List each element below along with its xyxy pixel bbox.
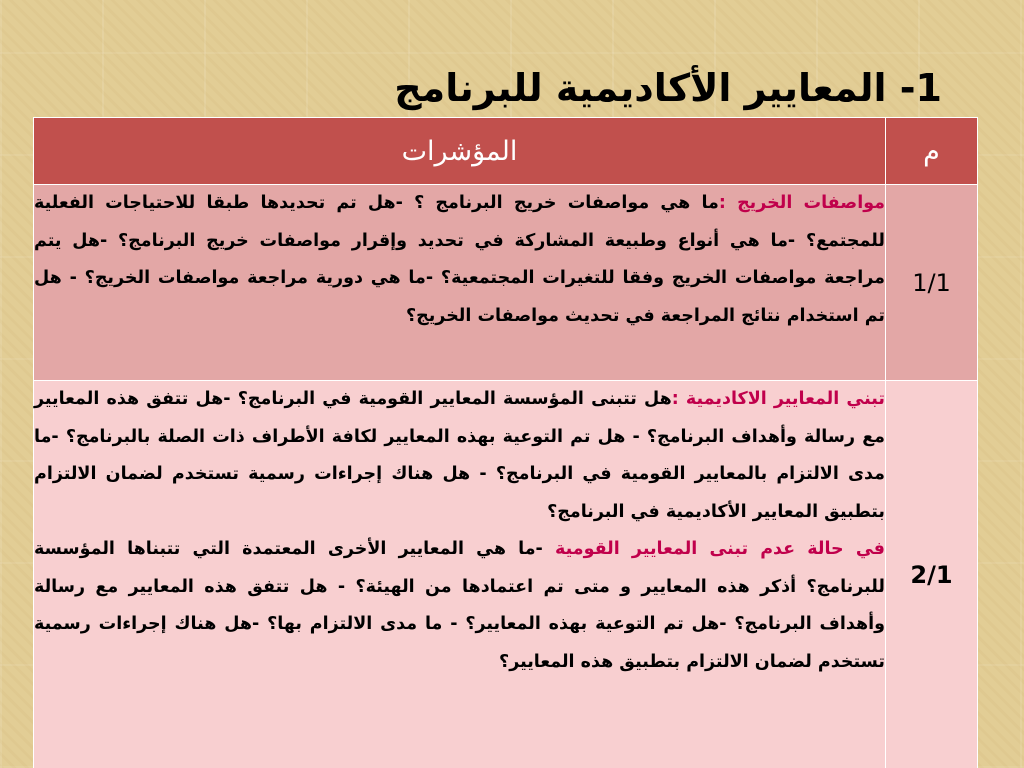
indicator-cell [34, 185, 886, 381]
table-row [34, 185, 978, 381]
slide-title: 1- المعايير الأكاديمية للبرنامج [394, 66, 942, 110]
header-indicators: المؤشرات [34, 118, 886, 185]
table-header-row [34, 118, 978, 185]
indicator-cell [34, 381, 886, 768]
indicator-highlight: مواصفات الخريج : [718, 193, 885, 213]
indicator-highlight: تبني المعايير الاكاديمية : [671, 389, 885, 409]
indicator-text: -ما هي المعايير الأخرى المعتمدة التي تتبناها المؤسسة للبرنامج؟ أذكر هذه المعايير و متى تم اعتمادها من الهيئة؟ - هل تتفق هذه المعايير مع رسالة وأهداف البرنامج؟ -هل تم التوعية بهذه المعايير؟ - ما مدى الالتزام بها؟ -هل هناك إجراءات رسمية تستخدم لضمان الالتزام بتطبيق هذه المعايير؟ [34, 539, 885, 672]
table-row [34, 381, 978, 768]
row-number: 1/1 [886, 185, 978, 381]
indicator-highlight: في حالة عدم تبنى المعايير القومية [555, 539, 886, 559]
indicator-text: ما هي مواصفات خريج البرنامج ؟ -هل تم تحديدها طبقا للاحتياجات الفعلية للمجتمع؟ -ما هي أنواع وطبيعة المشاركة في تحديد وإقرار مواصفات خريج البرنامج؟ -هل يتم مراجعة مواصفات الخريج وفقا للتغيرات المجتمعية؟ -ما هي دورية مراجعة مواصفات الخريج؟ - هل تم استخدام نتائج المراجعة في تحديث مواصفات الخريج؟ [34, 193, 885, 326]
header-number: م [886, 118, 978, 185]
indicator-text: هل تتبنى المؤسسة المعايير القومية في البرنامج؟ -هل تتفق هذه المعايير مع رسالة وأهداف البرنامج؟ - هل تم التوعية بهذه المعايير لكافة الأطراف ذات الصلة بالبرنامج؟ -ما مدى الالتزام بالمعايير القومية في البرنامج؟ - هل هناك إجراءات رسمية تستخدم لضمان الالتزام بتطبيق المعايير الأكاديمية في البرنامج؟ [34, 389, 885, 522]
row-number: 2/1 [886, 381, 978, 768]
indicators-table [33, 117, 978, 768]
